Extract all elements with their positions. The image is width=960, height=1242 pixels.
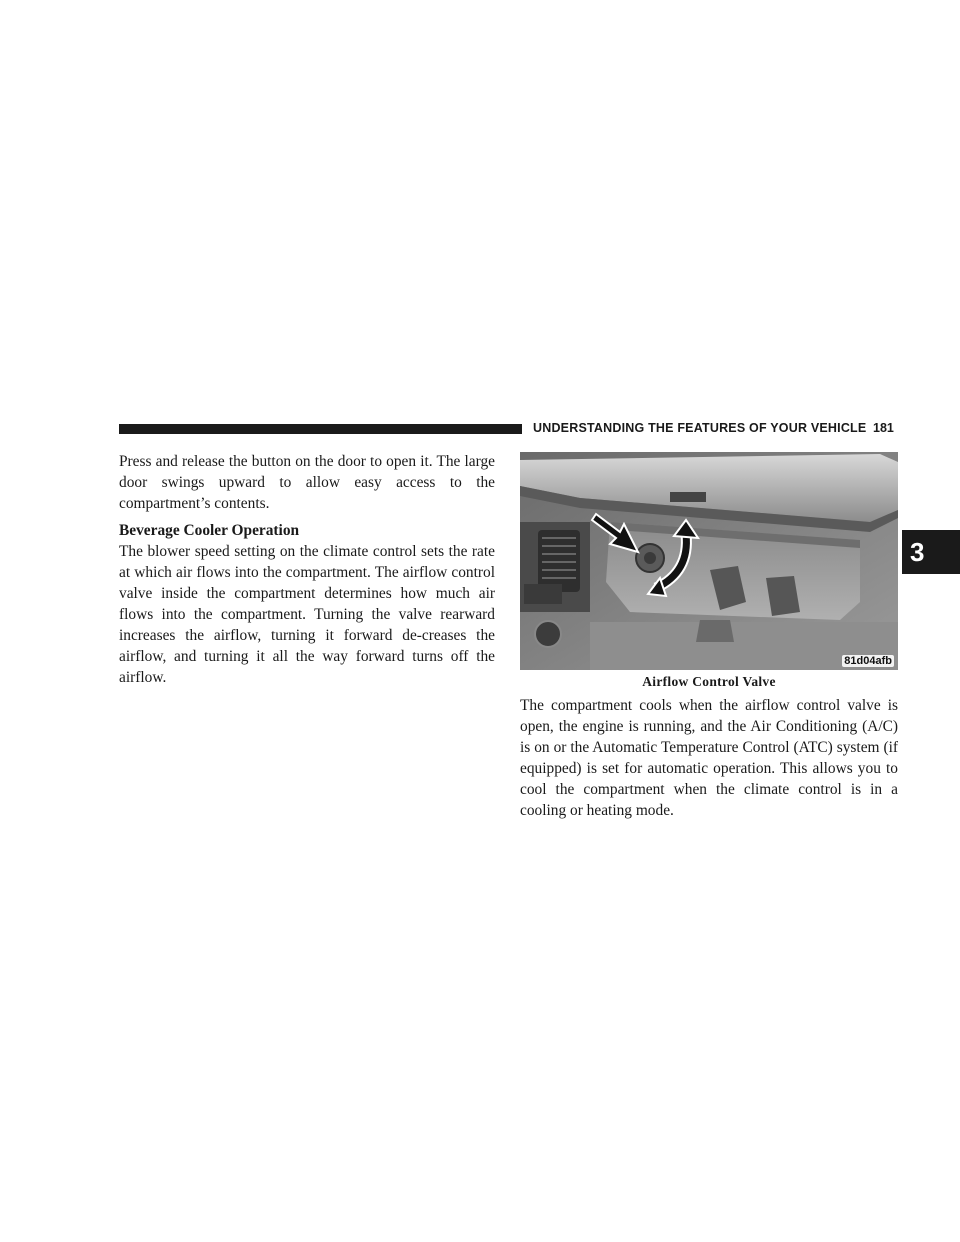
cooling-paragraph: The compartment cools when the airflow control valve is open, the engine is running, and the Air Conditioning (A/C) is on or the Automatic Temperature Control (ATC) system (if equipped) is set for automatic operation. This allows you to cool the compartment when the climate control is in a cooling or heating mode. <box>520 697 898 819</box>
figure-caption: Airflow Control Valve <box>642 674 776 689</box>
page-number: 181 <box>873 421 894 435</box>
cooler-operation-paragraph: The blower speed setting on the climate control sets the rate at which air flows into the compartment. The airflow control valve inside the compartment determines how much air flows into the compartment. Turning the valve rearward increases the airflow, turning it forward de-creases the airflow, and turning it all the way forward turns off the airflow. <box>119 543 495 686</box>
section-heading: Beverage Cooler Operation <box>119 522 300 539</box>
intro-paragraph: Press and release the button on the door to open it. The large door swings upward to allow easy access to the compartment’s contents. <box>119 453 495 512</box>
header-rule <box>119 424 522 434</box>
airflow-valve-figure <box>520 452 898 670</box>
running-header-title: UNDERSTANDING THE FEATURES OF YOUR VEHICLE <box>533 421 867 435</box>
dashboard-illustration <box>520 452 898 670</box>
left-column <box>119 451 495 688</box>
chapter-tab: 3 <box>902 530 960 574</box>
figure-code: 81d04afb <box>844 655 892 667</box>
right-column <box>520 695 898 821</box>
